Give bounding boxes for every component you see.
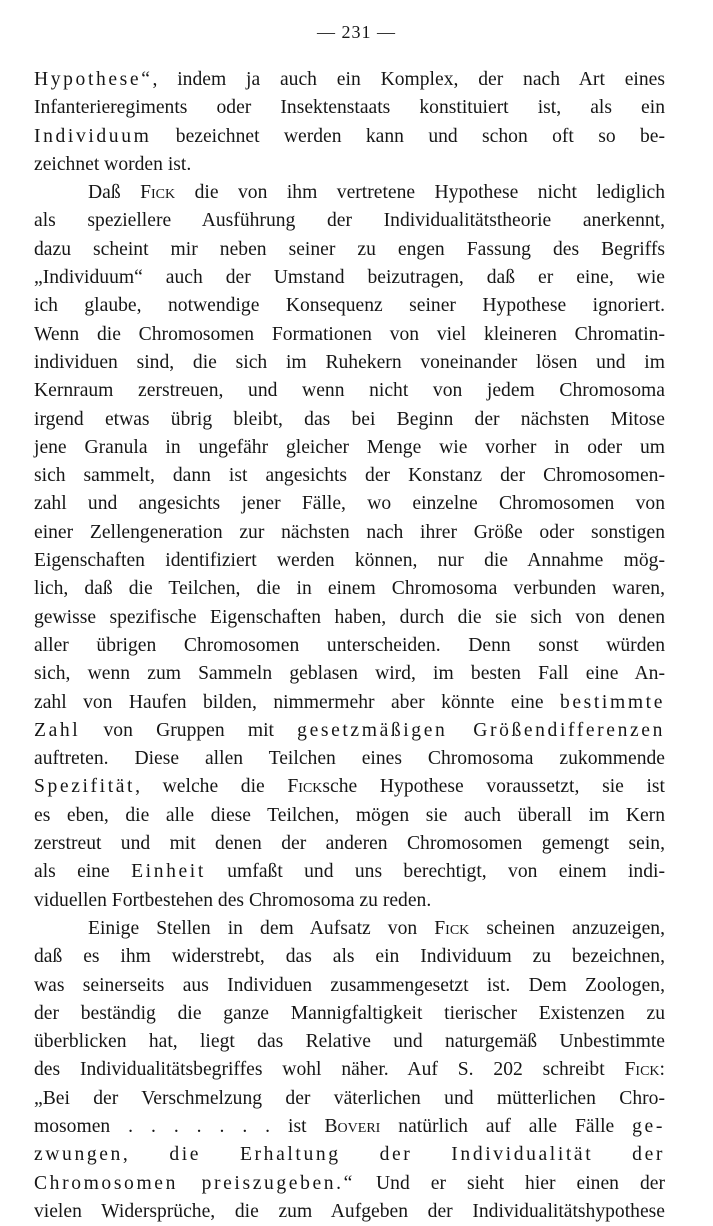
text-line <box>34 151 665 179</box>
spaced-emphasis: gesetzmäßigen Größendifferenzen <box>297 719 665 741</box>
text-line <box>34 434 665 462</box>
text-line <box>34 377 665 405</box>
text-line <box>34 406 665 434</box>
text-line <box>34 1113 665 1141</box>
text-line <box>34 462 665 490</box>
text-line <box>34 887 665 915</box>
spaced-emphasis: Zahl <box>34 719 81 741</box>
text-line <box>34 94 665 122</box>
text-line <box>34 943 665 971</box>
text-run: überblicken hat, liegt das Relative und naturgemäß Unbestimmte <box>34 1031 665 1053</box>
text-run: sche Hypothese voraussetzt, sie ist <box>322 776 666 798</box>
text-run: zerstreut und mit denen der anderen Chromosomen gemengt sein, <box>34 833 665 855</box>
page-number: — 231 — <box>317 22 396 42</box>
text-line <box>34 1000 665 1028</box>
text-run: die von ihm vertretene Hypothese nicht lediglich <box>175 182 666 204</box>
text-run: als speziellere Ausführung der Individualitätstheorie anerkennt, <box>34 210 665 232</box>
text-run: zahl von Haufen bilden, nimmermehr aber könnte eine <box>34 691 560 713</box>
text-run: Kernraum zerstreuen, und wenn nicht von jedem Chromosoma <box>34 380 665 402</box>
text-run: vielen Widersprüche, die zum Aufgeben der Individualitätshypothese <box>34 1200 665 1222</box>
text-run: , welche die <box>135 776 288 798</box>
small-caps-name: Fick <box>140 182 176 204</box>
text-line <box>34 1198 665 1226</box>
text-run: gewisse spezifische Eigenschaften haben, durch die sie sich von denen <box>34 606 665 628</box>
small-caps-name: Fick <box>624 1059 660 1081</box>
text-line <box>34 264 665 292</box>
spaced-emphasis: Chromosomen preiszugeben.“ <box>34 1172 355 1194</box>
text-run: dazu scheint mir neben seiner zu engen Fassung des Begriffs <box>34 238 665 260</box>
text-run: natürlich auf alle Fälle <box>380 1115 633 1137</box>
text-line <box>34 519 665 547</box>
text-line <box>34 292 665 320</box>
text-line <box>34 1141 665 1169</box>
text-line <box>34 858 665 886</box>
text-run: „Bei der Verschmelzung der väterlichen und mütterlichen Chro- <box>34 1087 665 1109</box>
spaced-emphasis: Individuum <box>34 125 152 147</box>
text-run: als eine <box>34 861 132 883</box>
text-line <box>34 207 665 235</box>
text-line <box>34 179 665 207</box>
text-line <box>34 604 665 632</box>
text-run: ich glaube, notwendige Konsequenz seiner Hypothese ignoriert. <box>34 295 665 317</box>
text-run: umfaßt und uns berechtigt, von einem indi- <box>205 861 665 883</box>
text-line <box>34 717 665 745</box>
text-run: Eigenschaften identifiziert werden können, nur die Annahme mög- <box>34 550 665 572</box>
text-line <box>34 830 665 858</box>
spaced-emphasis: bestimmte <box>559 691 665 713</box>
text-run: mosomen . . . . . . . ist <box>34 1115 325 1137</box>
text-line <box>34 745 665 773</box>
text-line <box>34 660 665 688</box>
text-line <box>34 1170 665 1198</box>
text-run: aller übrigen Chromosomen unterscheiden. Denn sonst würden <box>34 634 665 656</box>
text-run: des Individualitätsbegriffes wohl näher. Auf S. 202 schreibt <box>34 1059 625 1081</box>
spaced-emphasis: Spezifität <box>34 776 136 798</box>
text-run: Infanterieregiments oder Insektenstaats konstituiert ist, als ein <box>34 97 665 119</box>
text-line <box>34 66 665 94</box>
spaced-emphasis: Einheit <box>131 861 206 883</box>
text-line <box>34 773 665 801</box>
text-run: zeichnet worden ist. <box>34 153 192 175</box>
spaced-emphasis: Hypothese“ <box>34 69 153 90</box>
body-text <box>34 66 665 1226</box>
text-line <box>34 321 665 349</box>
text-run: sich sammelt, dann ist angesichts der Konstanz der Chromosomen- <box>34 465 665 487</box>
text-line <box>34 123 665 151</box>
text-run: Daß <box>88 182 141 204</box>
text-run: viduellen Fortbestehen des Chromosoma zu reden. <box>34 889 432 911</box>
text-line <box>34 1085 665 1113</box>
text-run: lich, daß die Teilchen, die in einem Chromosoma verbunden waren, <box>34 578 665 600</box>
text-run: Einige Stellen in dem Aufsatz von <box>88 917 435 939</box>
small-caps-name: Fick <box>287 776 323 798</box>
text-run: daß es ihm widerstrebt, das als ein Individuum zu bezeichnen, <box>34 946 665 968</box>
text-line <box>34 349 665 377</box>
text-line <box>34 1056 665 1084</box>
text-line <box>34 547 665 575</box>
text-run: sich, wenn zum Sammeln geblasen wird, im besten Fall eine An- <box>34 663 665 685</box>
text-run: es eben, die alle diese Teilchen, mögen sie auch überall im Kern <box>34 804 665 826</box>
text-line <box>34 1028 665 1056</box>
text-line <box>34 689 665 717</box>
text-line <box>34 236 665 264</box>
text-run: : <box>659 1059 665 1081</box>
text-run: „Individuum“ auch der Umstand beizutragen, daß er eine, wie <box>34 267 665 289</box>
text-run: irgend etwas übrig bleibt, das bei Beginn der nächsten Mitose <box>34 408 665 430</box>
text-run: einer Zellengeneration zur nächsten nach ihrer Größe oder sonstigen <box>34 521 665 543</box>
text-run: Wenn die Chromosomen Formationen von viel kleineren Chromatin- <box>34 323 665 345</box>
spaced-emphasis: ge- <box>632 1115 665 1137</box>
text-line <box>34 490 665 518</box>
text-run: , indem ja auch ein Komplex, der nach Art eines <box>152 69 665 90</box>
text-run: zahl und angesichts jener Fälle, wo einzelne Chromosomen von <box>34 493 665 515</box>
text-run: scheinen anzuzeigen, <box>469 917 665 939</box>
text-run: jene Granula in ungefähr gleicher Menge wie vorher in oder um <box>34 436 665 458</box>
text-run: Und er sieht hier einen der <box>354 1172 665 1194</box>
small-caps-name: Fick <box>434 917 470 939</box>
text-line <box>34 632 665 660</box>
text-run: von Gruppen mit <box>80 719 298 741</box>
text-run: auftreten. Diese allen Teilchen eines Chromosoma zukommende <box>34 748 665 770</box>
text-line <box>34 802 665 830</box>
text-run: bezeichnet werden kann und schon oft so be- <box>151 125 665 147</box>
text-run: der beständig die ganze Mannigfaltigkeit tierischer Existenzen zu <box>34 1002 665 1024</box>
text-line <box>34 972 665 1000</box>
text-line <box>34 915 665 943</box>
text-line <box>34 575 665 603</box>
spaced-emphasis: zwungen, die Erhaltung der Individualität der <box>34 1144 665 1166</box>
text-run: individuen sind, die sich im Ruhekern voneinander lösen und im <box>34 351 665 373</box>
text-run: was seinerseits aus Individuen zusammengesetzt ist. Dem Zoologen, <box>34 974 665 996</box>
small-caps-name: Boveri <box>324 1115 381 1137</box>
